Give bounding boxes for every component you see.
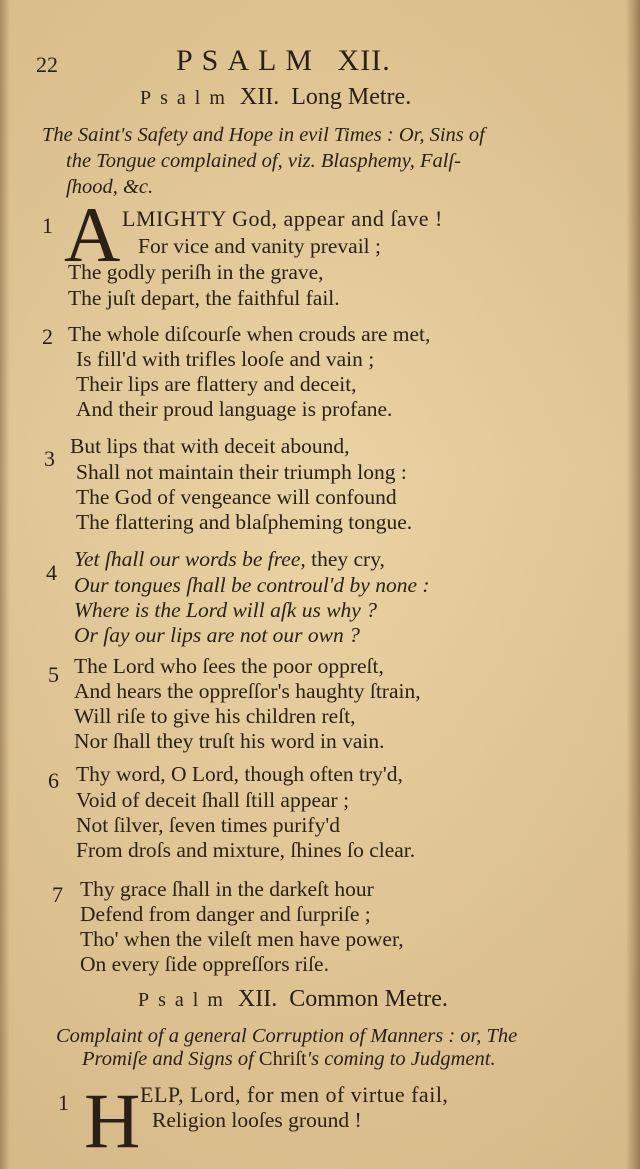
running-head-word: PSALM — [176, 44, 322, 77]
psalm-title-long-metre — [140, 84, 411, 111]
running-head-numeral: XII. — [337, 44, 391, 77]
verse-5-line-3: Will riſe to give his children reſt, — [74, 704, 356, 728]
title-2-numeral: XII. — [237, 986, 278, 1012]
verse-1-line-3: The godly periſh in the grave, — [68, 260, 324, 284]
verse-1-line-2: For vice and vanity prevail ; — [138, 234, 381, 258]
verse-4-line-1-roman: they cry, — [305, 547, 385, 571]
verse-2-line-3: Their lips are flattery and deceit, — [76, 372, 357, 396]
verse-number-1: 1 — [42, 213, 53, 238]
verse-number-6: 6 — [48, 768, 59, 793]
page-number: 22 — [36, 52, 58, 77]
verse-1-line-1: LMIGHTY God, appear and ſave ! — [122, 206, 443, 231]
verse-2-1-number: 1 — [58, 1090, 69, 1115]
verse-4-line-1-italic: Yet ſhall our words be free, — [74, 547, 306, 571]
verse-number-2: 2 — [42, 324, 53, 349]
subtitle-2-christ: Chriſt — [258, 1048, 307, 1070]
verse-number-5: 5 — [48, 662, 59, 687]
drop-cap-a: A — [64, 191, 121, 278]
verse-3-line-4: The flattering and blaſpheming tongue. — [76, 510, 413, 534]
verse-number-7: 7 — [52, 882, 63, 907]
verse-6-line-1: Thy word, O Lord, though often try'd, — [76, 762, 403, 786]
drop-cap-h: H — [84, 1077, 141, 1164]
subtitle-2-line-1: Complaint of a general Corruption of Manners : or, The — [56, 1025, 518, 1047]
verse-4-line-4: Or ſay our lips are not our own ? — [74, 623, 360, 647]
verse-2-1-line-2: Religion looſes ground ! — [152, 1108, 362, 1132]
subtitle-2-line-2a: Promiſe and Signs of — [82, 1048, 259, 1070]
psalm-title-common-metre — [138, 986, 448, 1013]
verse-2-1-line-1: ELP, Lord, for men of virtue fail, — [140, 1082, 449, 1107]
title-2-metre: Common Metre. — [289, 986, 448, 1012]
verse-7-line-2: Defend from danger and ſurpriſe ; — [80, 902, 371, 926]
verse-number-3: 3 — [44, 446, 55, 471]
verse-number-4: 4 — [46, 560, 57, 585]
verse-2-line-4: And their proud language is profane. — [76, 397, 393, 421]
subtitle-2-line-2 — [82, 1046, 496, 1073]
verse-4-line-1 — [74, 547, 385, 572]
verse-2-line-1: The whole diſcourſe when crouds are met, — [68, 322, 431, 346]
verse-6-line-2: Void of deceit ſhall ſtill appear ; — [76, 788, 350, 812]
verse-6-line-3: Not ſilver, ſeven times purify'd — [76, 813, 340, 837]
running-head — [176, 44, 391, 78]
verse-5-line-1: The Lord who ſees the poor oppreſt, — [74, 654, 384, 678]
verse-7-line-3: Tho' when the vileſt men have power, — [80, 927, 404, 951]
verse-2-line-2: Is fill'd with trifles looſe and vain ; — [76, 347, 375, 371]
verse-3-line-1: But lips that with deceit abound, — [70, 434, 350, 458]
subtitle-line-3: ſhood, &c. — [66, 176, 154, 198]
verse-5-line-4: Nor ſhall they truſt his word in vain. — [74, 729, 385, 753]
title-metre: Long Metre. — [291, 84, 412, 110]
page-shadow-left — [0, 0, 10, 1169]
verse-1-line-4: The juſt depart, the faithful fail. — [68, 286, 340, 310]
title-numeral: XII. — [239, 84, 280, 110]
verse-7-line-1: Thy grace ſhall in the darkeſt hour — [80, 877, 374, 901]
title-2-psalm-word: Psalm — [138, 989, 232, 1011]
verse-3-line-2: Shall not maintain their triumph long : — [76, 460, 407, 484]
subtitle-line-2: the Tongue complained of, viz. Blasphemy, Falſ- — [66, 150, 461, 172]
verse-4-line-3: Where is the Lord will aſk us why ? — [74, 598, 377, 622]
verse-5-line-2: And hears the oppreſſor's haughty ſtrain, — [74, 679, 421, 703]
title-psalm-word: Psalm — [140, 87, 234, 109]
page-shadow-right — [626, 0, 640, 1169]
verse-7-line-4: On every ſide oppreſſors riſe. — [80, 952, 329, 976]
subtitle-line-1: The Saint's Safety and Hope in evil Times : Or, Sins of — [42, 124, 485, 146]
subtitle-2-line-2b: 's coming to Judgment. — [306, 1048, 496, 1070]
verse-3-line-3: The God of vengeance will confound — [76, 485, 397, 509]
verse-6-line-4: From droſs and mixture, ſhines ſo clear. — [76, 838, 416, 862]
verse-4-line-2: Our tongues ſhall be controul'd by none : — [74, 573, 430, 597]
